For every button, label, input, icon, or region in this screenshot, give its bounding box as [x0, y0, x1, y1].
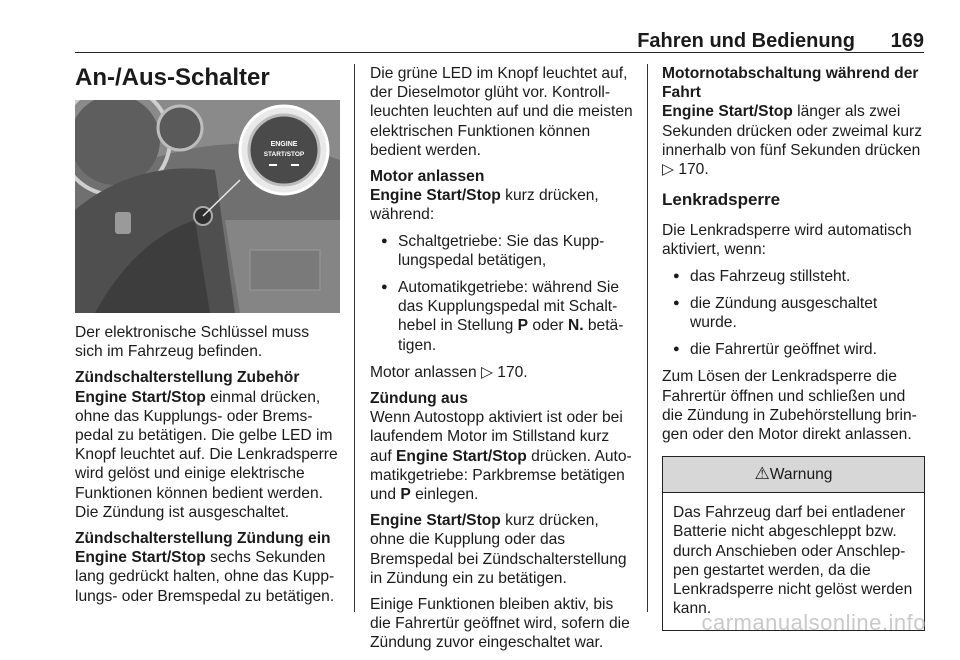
- ignition-on-text: Engine Start/Stop sechs Sekunden lang gedrückt halten, ohne das Kupplungs- oder Bremspedal zu betätigen.: [75, 549, 335, 605]
- led-text: Die grüne LED im Knopf leuchtet auf, der Dieselmotor glüht vor. Kontrollleuchten leuchten auf und die meisten elektrischen Funktionen können bedient werden.: [370, 65, 633, 159]
- list-item: ● die Fahrertür geöffnet wird.: [662, 340, 925, 359]
- warning-header: [663, 457, 924, 493]
- short-press-text: Engine Start/Stop kurz drücken, ohne die Kupplung oder das Bremspedal bei Zündschalterstellung in Zündung ein zu betätigen.: [370, 512, 627, 587]
- list-item: ● die Zündung ausgeschaltet wurde.: [662, 294, 925, 332]
- emergency-stop-heading: Motornotabschaltung während der Fahrt: [662, 65, 919, 102]
- column-divider-2: [647, 64, 648, 612]
- reference-arrow-icon: ▷: [480, 362, 493, 381]
- start-engine-heading: Motor anlassen: [370, 168, 485, 186]
- accessory-heading: Zündschalterstellung Zubehör: [75, 369, 300, 387]
- header-divider: [75, 52, 924, 53]
- list-item: ● das Fahrzeug stillsteht.: [662, 267, 925, 286]
- start-engine-reference: Motor anlassen ▷ 170.: [370, 362, 528, 381]
- svg-text:ENGINE: ENGINE: [270, 141, 298, 148]
- watermark: carmanualsonline.info: [701, 610, 926, 635]
- list-item: ● Schaltgetriebe: Sie das Kupplungspedal betätigen,: [370, 232, 633, 270]
- dashboard-photo: [75, 100, 340, 313]
- ignition-off-heading: Zündung aus: [370, 390, 468, 408]
- warning-body: Das Fahrzeug darf bei entladener Batterie nicht abgeschleppt bzw. durch Anschieben oder Anschleppen gestartet werden, da die Lenkradsperre nicht gelöst werden kann.: [673, 504, 913, 618]
- column-divider-1: [354, 64, 355, 612]
- list-item: ● Automatikgetriebe: während Sie das Kupplungspedal mit Schalthebel in Stellung P oder N. betätigen.: [370, 278, 633, 355]
- column-2: [370, 64, 633, 660]
- section-title: An-/Aus-Schalter: [75, 64, 270, 91]
- start-engine-list: [370, 232, 633, 355]
- warning-title: Warnung: [769, 466, 833, 484]
- chapter-title: Fahren und Bedienung: [637, 30, 855, 52]
- dashboard-illustration: [75, 100, 340, 313]
- ignition-on-heading: Zündschalterstellung Zündung ein: [75, 530, 331, 548]
- page-number: 169: [890, 30, 924, 52]
- release-lock-text: Zum Lösen der Lenkradsperre die Fahrertür öffnen und schließen und die Zündung in Zubehörstellung bringen oder den Motor direkt anlassen.: [662, 368, 917, 444]
- steering-lock-list: [662, 267, 925, 360]
- start-engine-text: Engine Start/Stop kurz drücken, während:: [370, 187, 599, 224]
- emergency-stop-text: Engine Start/Stop länger als zwei Sekunden drücken oder zweimal kurz innerhalb von fünf Sekunden drücken ▷ 170.: [662, 103, 923, 179]
- warning-box: [662, 456, 925, 631]
- warning-triangle-icon: ⚠: [754, 464, 770, 485]
- column-3: [662, 64, 925, 631]
- ignition-off-text: Wenn Autostopp aktiviert ist oder bei laufendem Motor im Stillstand kurz auf Engine Start/Stop drücken. Automatikgetriebe: Parkbremse betätigen und P einlegen.: [370, 409, 632, 504]
- steering-lock-heading: Lenkradsperre: [662, 190, 781, 210]
- steering-lock-intro: Die Lenkradsperre wird automatisch aktiviert, wenn:: [662, 222, 912, 259]
- reference-arrow-icon: ▷: [662, 160, 674, 179]
- accessory-text: Engine Start/Stop einmal drücken, ohne das Kupplungs- oder Bremspedal zu betätigen. Die gelbe LED im Knopf leuchtet auf. Die Lenkradsperre wird gelöst und einige elektrische Funktionen können bedient werden. Die Zündung ist ausgeschaltet.: [75, 388, 338, 521]
- functions-active-text: Einige Funktionen bleiben aktiv, bis die Fahrertür geöffnet wird, sofern die Zündung zuvor eingeschaltet war.: [370, 596, 630, 652]
- column-1: [75, 64, 340, 613]
- svg-text:START/STOP: START/STOP: [263, 151, 305, 158]
- key-note: Der elektronische Schlüssel muss sich im Fahrzeug befinden.: [75, 324, 309, 361]
